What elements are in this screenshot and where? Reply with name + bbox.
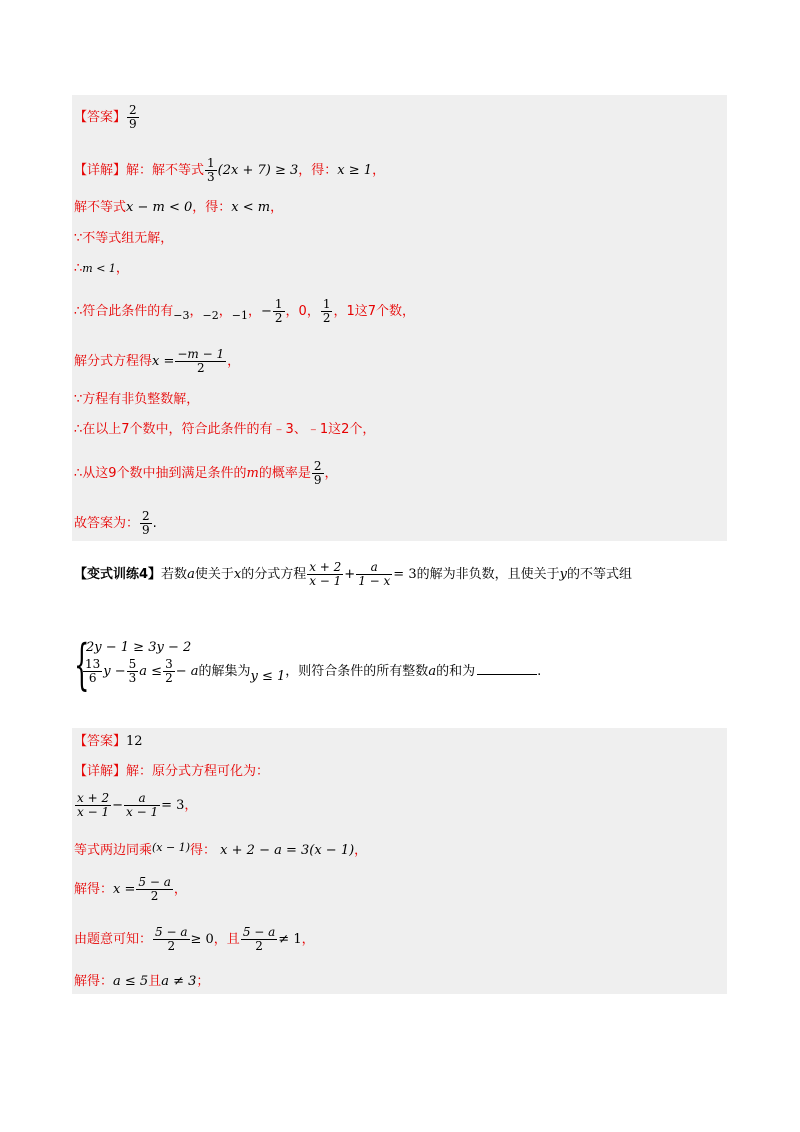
frac-num: x + 2 xyxy=(77,791,110,805)
frac-den: 9 xyxy=(142,523,150,537)
punct: ， xyxy=(184,798,198,813)
detail-text: 得： xyxy=(190,843,217,858)
equals-3: = 3 xyxy=(393,567,417,582)
frac-num: 1 xyxy=(207,156,215,170)
detail-text: ∴从这9个数中抽到满足条件的 xyxy=(74,466,247,481)
fraction-5-3 xyxy=(127,658,139,685)
answer-line-2 xyxy=(74,734,143,750)
frac-den: 9 xyxy=(129,117,137,131)
problem-text: 使关于 xyxy=(194,567,234,582)
detail-line-2 xyxy=(74,200,283,216)
detail-line-p2-4 xyxy=(74,876,187,903)
fraction-solution xyxy=(175,348,226,375)
therefore: ∴ xyxy=(74,261,83,276)
detail-line-4 xyxy=(74,261,129,277)
punct: ， xyxy=(372,163,386,178)
frac-den: 6 xyxy=(88,671,97,685)
detail-text: 解分式方程得 xyxy=(74,354,153,369)
answer-value: 12 xyxy=(126,734,143,749)
minus-sign: − xyxy=(260,304,272,319)
detail-tag: 【详解】 xyxy=(74,764,127,779)
frac-num: −m − 1 xyxy=(177,347,225,361)
punct: ， xyxy=(247,304,261,319)
detail-line-p2-6 xyxy=(74,974,209,990)
inequality-result: x < m xyxy=(231,200,271,215)
variable-a: a xyxy=(187,567,195,582)
answer-tag: 【答案】 xyxy=(74,110,127,125)
frac-den: 2 xyxy=(196,361,205,375)
frac-num: 2 xyxy=(313,459,322,473)
punct: ， xyxy=(324,466,338,481)
fraction-a xyxy=(124,792,160,819)
problem-tag: 【变式训练4】 xyxy=(74,567,162,582)
problem-text: 的分式方程 xyxy=(241,567,307,582)
value: −2 xyxy=(202,309,219,322)
answer-tag: 【答案】 xyxy=(74,734,127,749)
probability-fraction xyxy=(312,460,324,487)
term: − a xyxy=(175,664,199,679)
equation-lhs: x = xyxy=(113,882,136,897)
detail-text: 解不等式 xyxy=(74,200,127,215)
frac-num: a xyxy=(356,561,392,575)
punct: ， xyxy=(285,304,299,319)
fraction-x-plus-2 xyxy=(307,561,343,588)
detail-line-p2-2 xyxy=(74,792,197,819)
punct: ， xyxy=(218,304,232,319)
problem-text: 若数 xyxy=(161,567,188,582)
punct: ； xyxy=(196,974,210,989)
fraction-3-2 xyxy=(163,658,175,685)
problem-text: ，则符合条件的所有整数 xyxy=(285,664,429,679)
problem-statement xyxy=(74,561,632,588)
frac-num: 3 xyxy=(165,657,173,671)
detail-text: 的概率是 xyxy=(258,466,311,481)
punct: ， xyxy=(354,843,368,858)
system-row-1: 2y − 1 ≥ 3y − 2 xyxy=(86,640,192,655)
frac-num: 5 − a xyxy=(242,925,276,939)
detail-text: ，得： xyxy=(298,163,338,178)
frac-den: 2 xyxy=(167,939,176,953)
variable-a: a xyxy=(428,664,437,679)
value: −1 xyxy=(231,309,248,322)
equation: x + 2 − a = 3(x − 1) xyxy=(220,843,355,858)
detail-tag: 【详解】 xyxy=(74,163,127,178)
detail-text: ，得： xyxy=(192,200,232,215)
frac-den: 3 xyxy=(128,671,137,685)
frac-num: 5 − a xyxy=(138,875,171,889)
detail-text: ，且 xyxy=(213,932,240,947)
frac-num: 1 xyxy=(322,297,331,311)
inequality: a ≠ 3 xyxy=(161,974,197,989)
frac-den: x − 1 xyxy=(309,574,342,588)
frac-den: x − 1 xyxy=(126,805,159,819)
inequality-expr: x − m < 0 xyxy=(126,200,193,215)
frac-den: 1 − x xyxy=(358,574,391,588)
fraction-a xyxy=(356,561,392,588)
left-brace-icon: { xyxy=(74,633,90,696)
fraction-one-third xyxy=(205,157,217,184)
punct: ， xyxy=(270,200,284,215)
fraction-5-minus-a xyxy=(136,876,172,903)
frac-den: 3 xyxy=(207,170,215,184)
frac-den: 2 xyxy=(255,939,263,953)
detail-text: 解：原分式方程可化为： xyxy=(126,764,270,779)
answer-line-1 xyxy=(74,104,140,131)
fraction-half xyxy=(273,298,285,325)
frac-den: 2 xyxy=(274,311,283,325)
detail-text: 由题意可知： xyxy=(74,932,153,947)
detail-text: 解得： xyxy=(74,974,114,989)
variable-x: x xyxy=(233,567,242,582)
plus-sign: + xyxy=(344,567,356,582)
fraction-5-minus-a xyxy=(241,926,277,953)
inequality-expr: m < 1 xyxy=(82,262,116,275)
detail-line-p2-3 xyxy=(74,843,367,859)
answer-blank[interactable] xyxy=(477,674,537,675)
detail-text: 解：解不等式 xyxy=(126,163,205,178)
punct: . xyxy=(537,664,542,679)
variable-m: m xyxy=(246,466,259,481)
factor: (x − 1) xyxy=(152,841,191,854)
fraction-half xyxy=(321,298,333,325)
punct: . xyxy=(152,516,157,531)
detail-line-3: ∵不等式组无解， xyxy=(74,231,174,246)
detail-line-7: ∵方程有非负整数解， xyxy=(74,392,200,407)
detail-text: ，1这7个数， xyxy=(333,304,416,319)
frac-num: x + 2 xyxy=(309,560,342,574)
inequality: a ≤ 5 xyxy=(113,974,149,989)
detail-line-p2-5 xyxy=(74,926,315,953)
system-row-2 xyxy=(82,658,541,685)
final-answer-fraction xyxy=(140,510,152,537)
detail-line-9 xyxy=(74,460,338,487)
minus-sign: − xyxy=(112,798,123,813)
frac-num: a xyxy=(124,792,160,806)
inequality: ≥ 0 xyxy=(190,932,214,947)
inequality: ≠ 1 xyxy=(278,932,302,947)
problem-text: 的不等式组 xyxy=(566,567,632,582)
detail-line-1 xyxy=(74,157,385,184)
detail-line-8: ∴在以上7个数中，符合此条件的有﹣3、﹣1这2个， xyxy=(74,422,376,437)
equation-lhs: x = xyxy=(152,354,175,369)
inequality-expr: (2x + 7) ≥ 3 xyxy=(217,163,299,178)
detail-text: 且 xyxy=(148,974,162,989)
frac-den: 2 xyxy=(150,889,159,903)
problem-text: 的解集为 xyxy=(198,664,251,679)
problem-text: 的和为 xyxy=(436,664,476,679)
detail-text: 解得： xyxy=(74,882,114,897)
fraction-5-minus-a xyxy=(153,926,189,953)
punct: ， xyxy=(115,261,129,276)
frac-den: x − 1 xyxy=(77,805,110,819)
detail-text: ∴符合此条件的有 xyxy=(74,304,174,319)
frac-den: 2 xyxy=(322,311,331,325)
frac-num: 2 xyxy=(142,509,150,523)
frac-num: 1 xyxy=(274,297,283,311)
problem-text: 的解为非负数，且使关于 xyxy=(416,567,560,582)
frac-num: 2 xyxy=(129,103,137,117)
punct: ， xyxy=(173,882,187,897)
solution-set: y ≤ 1 xyxy=(250,669,286,684)
frac-num: 13 xyxy=(85,657,101,671)
frac-den: 9 xyxy=(313,473,322,487)
punct: ， xyxy=(227,354,241,369)
equals-3: = 3 xyxy=(161,798,185,813)
detail-text: 故答案为： xyxy=(74,516,140,531)
value: −3 xyxy=(173,309,190,322)
variable-y: y xyxy=(559,567,567,582)
frac-num: 5 xyxy=(128,657,137,671)
inequality-system xyxy=(74,633,634,700)
term: y − xyxy=(103,664,126,679)
detail-line-p2-1 xyxy=(74,764,269,780)
punct: ， xyxy=(301,932,315,947)
answer-fraction xyxy=(127,104,139,131)
detail-line-6 xyxy=(74,348,240,375)
frac-den: 2 xyxy=(165,671,173,685)
detail-line-5 xyxy=(74,298,415,325)
value-zero: 0， xyxy=(298,304,320,319)
punct: ， xyxy=(189,304,203,319)
term: a ≤ xyxy=(139,664,163,679)
fraction-x-plus-2 xyxy=(75,792,111,819)
detail-text: 等式两边同乘 xyxy=(74,843,153,858)
fraction-13-6 xyxy=(83,658,102,685)
inequality-result: x ≥ 1 xyxy=(337,163,373,178)
detail-line-10 xyxy=(74,510,157,537)
frac-num: 5 − a xyxy=(155,925,188,939)
